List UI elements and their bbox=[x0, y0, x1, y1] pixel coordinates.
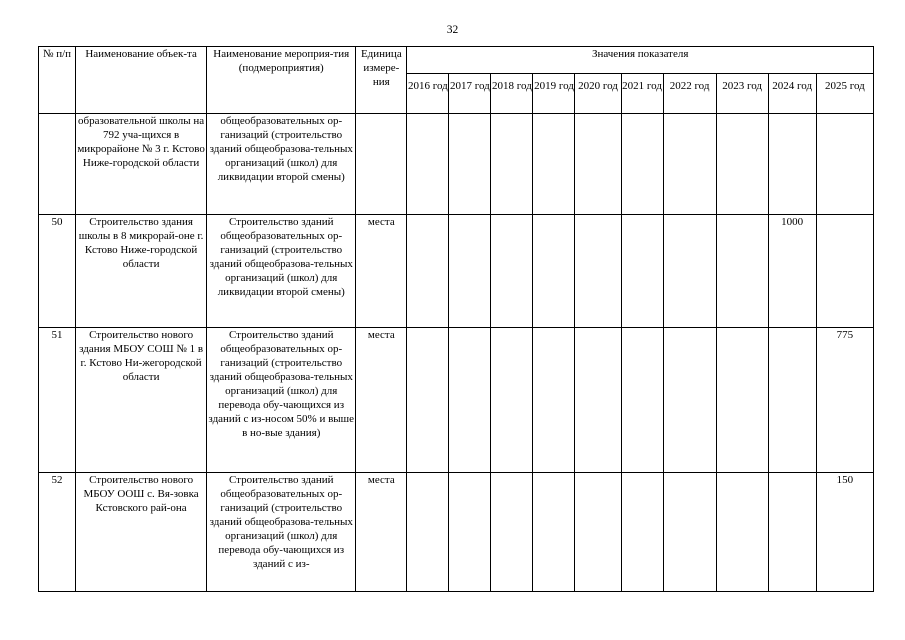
row-value bbox=[621, 473, 663, 592]
row-value bbox=[407, 215, 449, 328]
row-value bbox=[663, 114, 716, 215]
row-value bbox=[491, 328, 533, 473]
row-value bbox=[575, 473, 621, 592]
row-unit: места bbox=[356, 473, 407, 592]
table-row bbox=[39, 114, 874, 215]
row-event: Строительство зданий общеобразовательных ор-ганизаций (строительство зданий общеобразова-тельных организаций (школ) для ликвидации второй смены) bbox=[207, 215, 356, 328]
row-value bbox=[716, 328, 768, 473]
row-value bbox=[663, 215, 716, 328]
row-value bbox=[575, 114, 621, 215]
row-value bbox=[621, 114, 663, 215]
row-object: образовательной школы на 792 уча-щихся в микрорайоне № 3 г. Кстово Ниже-городской области bbox=[76, 114, 207, 215]
header-year: 2017 год bbox=[449, 74, 491, 114]
row-num: 52 bbox=[39, 473, 76, 592]
indicator-table bbox=[38, 46, 874, 592]
header-year: 2018 год bbox=[491, 74, 533, 114]
row-value bbox=[663, 473, 716, 592]
row-object: Строительство нового здания МБОУ СОШ № 1 в г. Кстово Ни-жегородской области bbox=[76, 328, 207, 473]
row-value bbox=[716, 473, 768, 592]
row-value bbox=[533, 114, 575, 215]
row-unit bbox=[356, 114, 407, 215]
row-value: 1000 bbox=[768, 215, 816, 328]
row-value bbox=[575, 215, 621, 328]
row-value bbox=[449, 473, 491, 592]
row-value bbox=[407, 328, 449, 473]
header-object: Наименование объек-та bbox=[76, 47, 207, 114]
header-year: 2016 год bbox=[407, 74, 449, 114]
header-event: Наименование мероприя-тия (подмероприятия) bbox=[207, 47, 356, 114]
header-year: 2024 год bbox=[768, 74, 816, 114]
row-value bbox=[533, 473, 575, 592]
table-row bbox=[39, 473, 874, 592]
row-value bbox=[449, 114, 491, 215]
header-year: 2022 год bbox=[663, 74, 716, 114]
row-value bbox=[768, 473, 816, 592]
header-values: Значения показателя bbox=[407, 47, 874, 74]
header-year: 2019 год bbox=[533, 74, 575, 114]
header-year: 2025 год bbox=[816, 74, 873, 114]
row-value bbox=[407, 114, 449, 215]
page-number: 32 bbox=[446, 24, 459, 36]
row-value bbox=[407, 473, 449, 592]
row-event: Строительство зданий общеобразовательных ор-ганизаций (строительство зданий общеобразова-тельных организаций (школ) для перевода обу-чающихся из зданий с из-носом 50% и выше в но-вые здания) bbox=[207, 328, 356, 473]
row-num bbox=[39, 114, 76, 215]
table-row bbox=[39, 328, 874, 473]
row-value bbox=[533, 328, 575, 473]
row-value: 775 bbox=[816, 328, 873, 473]
row-unit: места bbox=[356, 328, 407, 473]
row-event: общеобразовательных ор-ганизаций (строительство зданий общеобразова-тельных организаций (школ) для ликвидации второй смены) bbox=[207, 114, 356, 215]
row-object: Строительство нового МБОУ ООШ с. Вя-зовка Кстовского рай-она bbox=[76, 473, 207, 592]
row-object: Строительство здания школы в 8 микрорай-оне г. Кстово Ниже-городской области bbox=[76, 215, 207, 328]
row-value bbox=[491, 473, 533, 592]
row-value bbox=[716, 215, 768, 328]
header-year: 2021 год bbox=[621, 74, 663, 114]
header-year: 2023 год bbox=[716, 74, 768, 114]
row-value bbox=[716, 114, 768, 215]
row-num: 51 bbox=[39, 328, 76, 473]
row-num: 50 bbox=[39, 215, 76, 328]
row-value bbox=[491, 114, 533, 215]
row-unit: места bbox=[356, 215, 407, 328]
row-value bbox=[621, 215, 663, 328]
row-value bbox=[449, 215, 491, 328]
header-year: 2020 год bbox=[575, 74, 621, 114]
table-row bbox=[39, 215, 874, 328]
row-value bbox=[621, 328, 663, 473]
row-value bbox=[533, 215, 575, 328]
row-value bbox=[816, 114, 873, 215]
row-value bbox=[575, 328, 621, 473]
row-event: Строительство зданий общеобразовательных ор-ганизаций (строительство зданий общеобразова-тельных организаций (школ) для перевода обу-чающихся из зданий с из- bbox=[207, 473, 356, 592]
row-value bbox=[768, 328, 816, 473]
header-unit: Единица измере-ния bbox=[356, 47, 407, 114]
row-value bbox=[816, 215, 873, 328]
row-value bbox=[449, 328, 491, 473]
row-value bbox=[663, 328, 716, 473]
header-num: № п/п bbox=[39, 47, 76, 114]
row-value bbox=[768, 114, 816, 215]
row-value bbox=[491, 215, 533, 328]
row-value: 150 bbox=[816, 473, 873, 592]
